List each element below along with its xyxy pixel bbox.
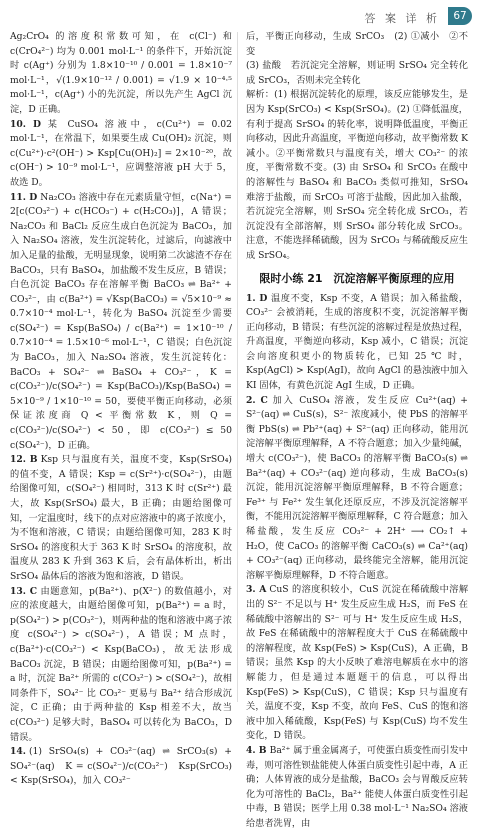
column-divider <box>237 32 238 702</box>
right-column <box>246 30 469 829</box>
answer-11: 11. D Na₂CO₃ 溶液中存在元素质量守恒，c(Na⁺) = 2[c(CO₃²⁻) + c(HCO₃⁻) + c(H₂CO₃)]，A 错误；Na₂CO₃ 和 BaCl₂ 反应生成白色沉淀为 BaCO₃，加入 Na₂SO₄ 溶液，发生沉淀转化，过滤后，向滤液中加入足量的盐酸，无明显现象，说明第二次滤渣不存在 BaCO₃，只有 BaSO₄，加盐酸不发生反应，B 错误；白色沉淀 BaCO₃ 存在溶解平衡 BaCO₃ ⇌ Ba²⁺ + CO₃²⁻，由 c(Ba²⁺) = √Ksp(BaCO₃) = √5×10⁻⁹ ≈ 0.7×10⁻⁴ mol·L⁻¹，转化为 BaSO₄ 沉淀至少需要 c(SO₄²⁻) = Ksp(BaSO₄) / c(Ba²⁺) = 1×10⁻¹⁰ / 0.7×10⁻⁴ = 1.5×10⁻⁶ mol·L⁻¹，C 错误；白色沉淀为 BaCO₃，加入 Na₂SO₄ 溶液，发生沉淀转化：BaCO₃ + SO₄²⁻ ⇌ BaSO₄ + CO₃²⁻，K = c(CO₃²⁻)/c(SO₄²⁻) = Ksp(BaCO₃)/Ksp(BaSO₄) = 5×10⁻⁹ / 1×10⁻¹⁰ = 50，要使平衡正向移动，必须保证浓度商 Q < 平衡常数 K，则 Q = c(CO₃²⁻)/c(SO₄²⁻) < 50，即 c(CO₃²⁻) ≤ 50 c(SO₄²⁻)，D 正确。 <box>10 191 232 451</box>
paragraph: Ag₂CrO₄ 的溶度积常数可知，在 c(Cl⁻) 和 c(CrO₄²⁻) 均为 0.001 mol·L⁻¹ 的条件下，开始沉淀时 c(Ag⁺) 分别为 1.8×10⁻¹⁰ / 0.001 = 1.8×10⁻⁷ mol·L⁻¹，√(1.9×10⁻¹² / 0.001) = √1.9 × 10⁻⁴·⁵ mol·L⁻¹，c(Ag⁺) 小的先沉淀，所以先产生 AgCl 沉淀，D 正确。 <box>10 31 232 115</box>
page-number-badge: 67 <box>448 7 472 25</box>
header-title: 答 案 详 析 <box>364 12 440 25</box>
left-column <box>10 30 232 787</box>
answer-12: 12. B Ksp 只与温度有关，温度不变，Ksp(SrSO₄) 的值不变，A 错误；Ksp = c(Sr²⁺)·c(SO₄²⁻)，由题给图像可知，c(SO₄²⁻) 相同时，313 K 时 c(Sr²⁺) 最大，故 Ksp(SrSO₄) 最大，B 正确；由题给图像可知，一定温度时，线下的点对应溶液中的离子浓度小，为不饱和溶液，C 错误；由题给图像可知，283 K 时 SrSO₄ 的溶度积大于 363 K 时 SrSO₄ 的溶度积，故温度从 283 K 升到 363 K 后，会有晶体析出，析出 SrSO₄ 晶体后的溶液为饱和溶液，D 错误。 <box>10 454 232 582</box>
page-header <box>0 6 480 28</box>
answer-10: 10. D 某 CuSO₄ 溶液中，c(Cu²⁺) = 0.02 mol·L⁻¹，在常温下，如果要生成 Cu(OH)₂ 沉淀，则 c(Cu²⁺)·c²(OH⁻) > Ksp[Cu(OH)₂] = 2×10⁻²⁰，故 c(OH⁻) > 10⁻⁹ mol·L⁻¹，应调整溶液 pH 大于 5，故选 D。 <box>10 118 232 188</box>
section-title: 限时小练 21 沉淀溶解平衡原理的应用 <box>259 271 455 285</box>
answer-2: 2. C 加入 CuSO₄ 溶液，发生反应 Cu²⁺(aq) + S²⁻(aq) ⇌ CuS(s)，S²⁻ 浓度减小，使 PbS 的溶解平衡 PbS(s) ⇌ Pb²⁺(aq) + S²⁻(aq) 正向移动，能用沉淀溶解平衡原理解释，A 不符合题意；加入少量纯碱，增大 c(CO₃²⁻)，使 BaCO₃ 的溶解平衡 BaCO₃(s) ⇌ Ba²⁺(aq) + CO₃²⁻(aq) 逆向移动，生成 BaCO₃(s) 沉淀，能用沉淀溶解平衡原理解释，B 不符合题意；Fe³⁺ 与 Fe²⁺ 发生氧化还原反应，不涉及沉淀溶解平衡，不能用沉淀溶解平衡原理解释，C 符合题意；加入稀盐酸，发生反应 CO₃²⁻ + 2H⁺ ⟶ CO₂↑ + H₂O，使 CaCO₃ 的溶解平衡 CaCO₃(s) ⇌ Ca²⁺(aq) + CO₃²⁻(aq) 正向移动，最终能完全溶解，能用沉淀溶解平衡原理解释，D 不符合题意。 <box>246 394 469 581</box>
answer-1: 1. D 温度不变，Ksp 不变，A 错误；加入稀盐酸，CO₃²⁻ 会被消耗，生成的溶度积不变，沉淀溶解平衡正向移动，B 错误；有些沉淀的溶解过程是放热过程，升高温度，平衡逆向移动，Ksp 减小，C 错误；沉淀会向溶度积更小的物质转化，已知 25 ℃ 时，Ksp(AgCl) > Ksp(AgI)，故向 AgCl 的悬浊液中加入 KI 固体，有黄色沉淀 AgI 生成，D 正确。 <box>246 292 469 392</box>
answer-13: 13. C 由题意知，p(Ba²⁺)、p(X²⁻) 的数值越小，对应的浓度越大，由题给图像可知，p(Ba²⁺) = a 时，p(SO₄²⁻) > p(CO₃²⁻)，则两种盐的饱和溶液中离子浓度 c(SO₄²⁻) > c(SO₄²⁻)，A 错误；M 点时，c(Ba²⁺)·c(CO₃²⁻) < Ksp(BaCO₃)，故无法形成 BaCO₃ 沉淀，B 错误；由题给图像可知，p(Ba²⁺) = a 时，沉淀 Ba²⁺ 所需的 c(CO₃²⁻) > c(SO₄²⁻)，故相同条件下，SO₄²⁻ 比 CO₃²⁻ 更易与 Ba²⁺ 结合形成沉淀，C 正确；由于两种盐的 Ksp 相差不大，故当 c(CO₃²⁻) 足够大时，BaSO₄ 可以转化为 BaCO₃，D 错误。 <box>10 585 232 743</box>
explanation: 解析：(1) 根据沉淀转化的原理，该反应能够发生，是因为 Ksp(SrCO₃) < Ksp(SrSO₄)。(2) ①降低温度，有利于提高 SrSO₄ 的转化率，说明降低温度，平衡正向移动，因此升高温度，平衡逆向移动，故平衡常数 K 减小。②平衡常数只与温度有关，增大 CO₃²⁻ 的浓度，平衡常数不变。(3) 由 SrSO₄ 和 SrCO₃ 在酸中的溶解性与 BaSO₄ 和 BaCO₃ 类似可推知，SrSO₄ 难溶于盐酸，而 SrCO₃ 可溶于盐酸，因此加入盐酸，若沉淀完全溶解，则 SrSO₄ 完全转化成 SrCO₃，若沉淀没有全部溶解，则 SrSO₄ 部分转化成 SrCO₃。注意，不能选择稀硫酸，因为 SrCO₃ 与稀硫酸反应生成 SrSO₄。 <box>246 89 468 261</box>
paragraph: 后，平衡正向移动，生成 SrCO₃ (2) ①减小 ②不变 <box>246 31 468 57</box>
paragraph: (3) 盐酸 若沉淀完全溶解，则证明 SrSO₄ 完全转化成 SrCO₃，否则未完全转化 <box>246 60 468 86</box>
answer-14: 14. (1) SrSO₄(s) + CO₃²⁻(aq) ⇌ SrCO₃(s) + SO₄²⁻(aq) K = c(SO₄²⁻)/c(CO₃²⁻) Ksp(SrCO₃) < Ksp(SrSO₄)，加入 CO₃²⁻ <box>10 746 232 787</box>
answer-3: 3. A CuS 的溶度积较小，CuS 沉淀在稀硫酸中溶解出的 S²⁻ 不足以与 H⁺ 发生反应生成 H₂S，而 FeS 在稀硫酸中溶解出的 S²⁻ 可与 H⁺ 发生反应生成 H₂S，故 FeS 在稀硫酸中的溶解程度大于 CuS 在稀硫酸中的溶解程度，故 Ksp(FeS) > Ksp(CuS)，A 正确，B 错误；虽然 Ksp 的大小反映了难溶电解质在水中的溶解能力，但是通过本题题干的信息，可以得出 Ksp(FeS) > Ksp(CuS)，C 错误；Ksp 只与温度有关，温度不变，Ksp 不变，故向 FeS、CuS 的饱和溶液中加入稀硫酸，Ksp(FeS) 与 Ksp(CuS) 均不发生变化，D 错误。 <box>246 584 469 742</box>
answer-4: 4. B Ba²⁺ 属于重金属离子，可使蛋白质变性而引发中毒，则可溶性钡盐能使人体蛋白质变性引起中毒，A 正确；人体胃液的成分是盐酸，BaCO₃ 会与胃酸反应转化为可溶性的 BaCl₂，Ba²⁺ 能使人体蛋白质变性引起中毒，B 错误；医学上用 0.38 mol·L⁻¹ Na₂SO₄ 溶液给患者洗胃，由 <box>246 744 468 829</box>
